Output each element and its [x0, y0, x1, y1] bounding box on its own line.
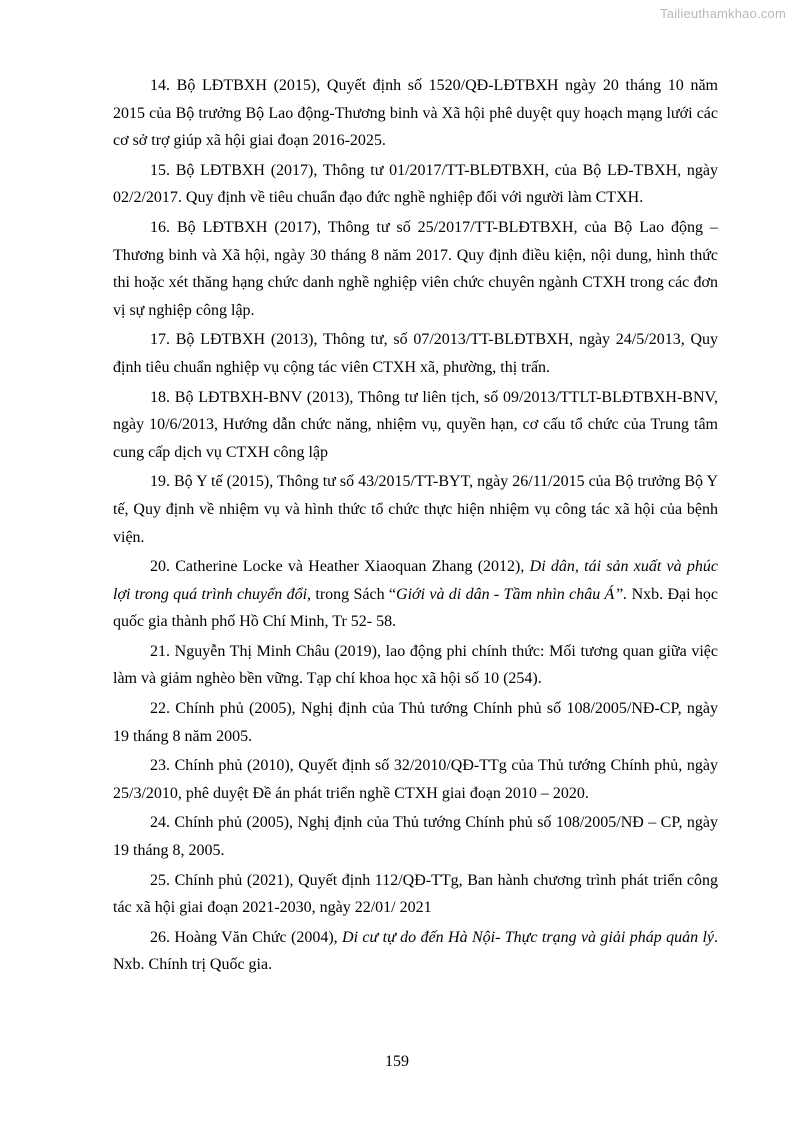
reference-item: [113, 157, 718, 212]
reference-item: [113, 326, 718, 381]
reference-text: , trong Sách “: [307, 585, 397, 603]
page-number: 159: [385, 1053, 409, 1070]
reference-text: . Nxb. Chính trị Quốc gia.: [113, 928, 719, 974]
reference-text: 20. Catherine Locke và Heather Xiaoquan Zhang (2012),: [150, 558, 530, 576]
reference-text: 22. Chính phủ (2005), Nghị định của Thủ tướng Chính phủ số 108/2005/NĐ-CP, ngày 19 tháng 8 năm 2005.: [113, 700, 718, 745]
reference-text: 14. Bộ LĐTBXH (2015), Quyết định số 1520/QĐ-LĐTBXH ngày 20 tháng 10 năm 2015 của Bộ trưởng Bộ Lao động-Thương binh và Xã hội phê duyệt quy hoạch mạng lưới các cơ sở trợ giúp xã hội giai đoạn 2016-2025.: [113, 77, 718, 150]
reference-text: 21. Nguyễn Thị Minh Châu (2019), lao động phi chính thức: Mối tương quan giữa việc làm và giảm nghèo bền vững. Tạp chí khoa học xã hội số 10 (254).: [113, 642, 718, 688]
reference-item: [113, 752, 718, 807]
reference-text: 19. Bộ Y tế (2015), Thông tư số 43/2015/TT-BYT, ngày 26/11/2015 của Bộ trưởng Bộ Y tế, Quy định về nhiệm vụ và hình thức tổ chức thực hiện nhiệm vụ công tác xã hội của bệnh viện.: [113, 473, 718, 546]
reference-text: Nxb. Đại học quốc gia thành phố Hồ Chí Minh, Tr 52- 58.: [113, 585, 718, 631]
reference-text: 24. Chính phủ (2005), Nghị định của Thủ tướng Chính phủ số 108/2005/NĐ – CP, ngày 19 tháng 8, 2005.: [113, 814, 718, 860]
reference-text: 15. Bộ LĐTBXH (2017), Thông tư 01/2017/TT-BLĐTBXH, của Bộ LĐ-TBXH, ngày 02/2/2017. Quy định về tiêu chuẩn đạo đức nghề nghiệp đối với người làm CTXH.: [113, 161, 718, 207]
reference-item: [113, 695, 718, 750]
reference-title: Giới và di dân - Tầm nhìn châu Á”.: [396, 585, 628, 603]
reference-text: 25. Chính phủ (2021), Quyết định 112/QĐ-TTg, Ban hành chương trình phát triển công tác xã hội giai đoạn 2021-2030, ngày 22/01/ 2021: [113, 871, 718, 917]
reference-text: 17. Bộ LĐTBXH (2013), Thông tư, số 07/2013/TT-BLĐTBXH, ngày 24/5/2013, Quy định tiêu chuẩn nghiệp vụ cộng tác viên CTXH xã, phường, thị trấn.: [113, 331, 718, 376]
reference-item: [113, 924, 718, 979]
reference-item: [113, 809, 718, 864]
reference-item: [113, 553, 718, 636]
reference-item: [113, 72, 718, 155]
reference-item: [113, 214, 718, 324]
reference-item: [113, 468, 718, 551]
reference-text: 23. Chính phủ (2010), Quyết định số 32/2010/QĐ-TTg của Thủ tướng Chính phủ, ngày 25/3/2010, phê duyệt Đề án phát triển nghề CTXH giai đoạn 2010 – 2020.: [113, 757, 718, 802]
reference-item: [113, 384, 718, 467]
reference-title: Di cư tự do đến Hà Nội- Thực trạng và giải pháp quản lý: [342, 928, 715, 946]
reference-item: [113, 867, 718, 922]
reference-item: [113, 638, 718, 693]
watermark: Tailieuthamkhao.com: [660, 6, 786, 21]
reference-text: 18. Bộ LĐTBXH-BNV (2013), Thông tư liên tịch, số 09/2013/TTLT-BLĐTBXH-BNV, ngày 10/6/2013, Hướng dẫn chức năng, nhiệm vụ, quyền hạn, cơ cấu tổ chức của Trung tâm cung cấp dịch vụ CTXH công lập: [113, 388, 718, 461]
reference-text: 26. Hoàng Văn Chức (2004),: [150, 928, 343, 946]
reference-text: 16. Bộ LĐTBXH (2017), Thông tư số 25/2017/TT-BLĐTBXH, của Bộ Lao động – Thương binh và Xã hội, ngày 30 tháng 8 năm 2017. Quy định điều kiện, nội dung, hình thức thi hoặc xét thăng hạng chức danh nghề nghiệp viên chức chuyên ngành CTXH trong các đơn vị sự nghiệp công lập.: [113, 218, 718, 319]
reference-title: Di dân, tái sản xuất và phúc lợi trong quá trình chuyển đổi: [113, 558, 719, 603]
reference-list: [113, 72, 718, 981]
